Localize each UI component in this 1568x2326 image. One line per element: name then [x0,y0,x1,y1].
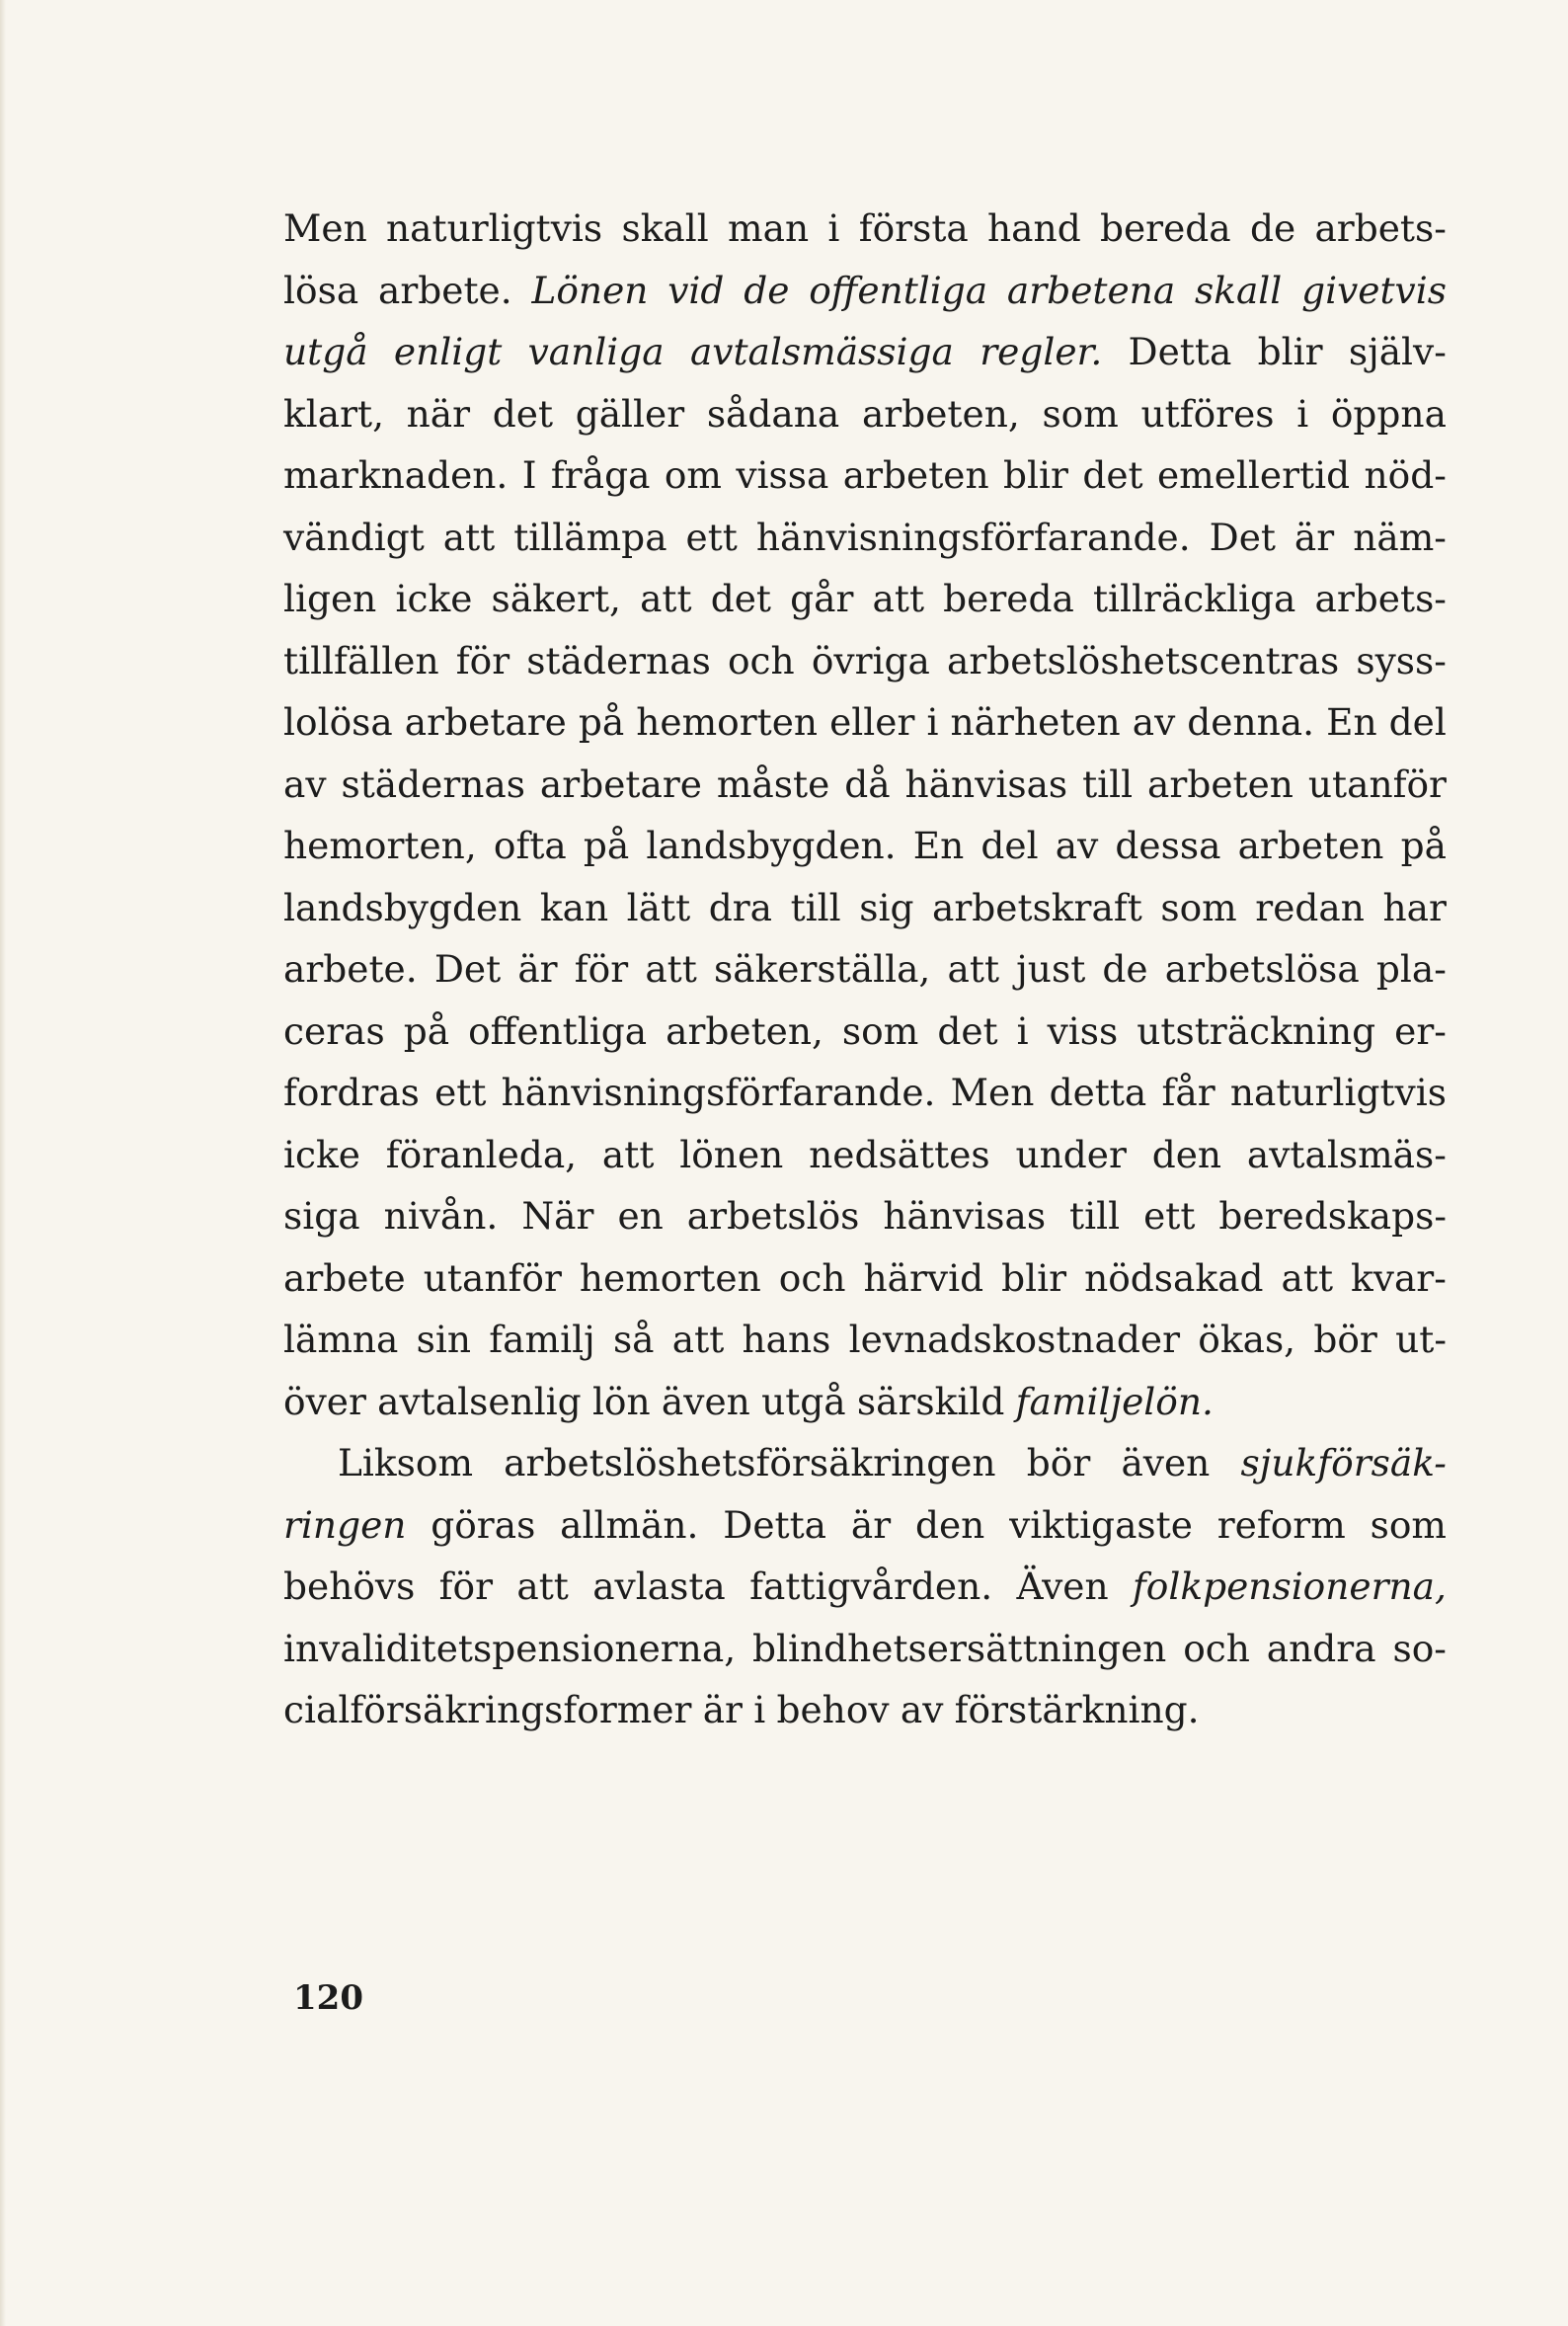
word: vissa [736,453,829,497]
word: hand [987,206,1081,250]
word: är [1294,515,1335,559]
word: blir [1001,1255,1067,1300]
word: man [728,206,810,250]
italic-word: enligt [393,330,503,373]
word: er- [1394,1008,1447,1053]
text-line [283,1185,1447,1247]
word: avtalsmäs- [1246,1132,1447,1176]
word: denna. [1187,700,1315,744]
word: under [1015,1132,1127,1176]
word: att [645,947,697,991]
text-line [283,1556,1447,1618]
text-line [283,877,1447,939]
text-line [283,444,1447,507]
word: icke [395,577,473,620]
word: utföres [1140,391,1275,436]
word: av [1132,700,1176,744]
word: kan [539,885,609,929]
word: behövs [283,1564,416,1608]
word: invaliditetspensionerna, [283,1626,737,1670]
word: andra [1266,1626,1376,1670]
word: fråga [550,453,651,497]
word: emellertid [1156,453,1351,497]
word: Men [950,1071,1035,1114]
word: En [1326,700,1377,744]
word: marknaden. [283,453,509,497]
word: fattigvården. [749,1564,993,1608]
word: utanför [423,1255,562,1300]
text-line [283,383,1447,445]
word: för [438,1564,494,1608]
text-line [283,754,1447,816]
word: arbets- [1314,577,1447,620]
word: En [912,824,965,867]
word: närheten [950,700,1121,744]
word: säkert, [491,577,621,620]
word: ceras [283,1008,385,1053]
italic-word: ringen [283,1502,407,1547]
word: hemorten, [283,824,477,867]
word: de [1249,206,1296,250]
word: arbete. [377,268,512,312]
word: I [521,453,537,497]
word: till [1069,1194,1121,1238]
word: måste [716,762,830,806]
text-line [283,321,1447,383]
italic-word: familjelön. [1015,1379,1214,1423]
word: på [583,824,630,867]
word: ökas, [1198,1318,1296,1361]
text-line [283,1494,1447,1557]
word: näm- [1353,515,1447,559]
word: arbetslöshetscentras [946,638,1340,682]
word: utsträckning [1137,1008,1376,1053]
word: sådana [706,391,840,436]
word: lönen [679,1132,784,1176]
word: det [1082,453,1143,497]
italic-word: regler. [980,330,1103,373]
word: syss- [1356,638,1447,682]
word: förstärkning. [954,1688,1200,1731]
word: landsbygden. [646,824,897,867]
text-line [283,691,1447,754]
word: avlasta [592,1564,726,1608]
word: utanför [1307,762,1447,806]
word: viss [1047,1008,1119,1053]
word: till [1082,762,1134,806]
word: går [790,577,854,620]
word: tillämpa [513,515,667,559]
word: säkerställa, [713,947,931,991]
word: har [1382,885,1447,929]
word: till [790,885,841,929]
word: själv- [1348,330,1447,373]
word: nivån. [383,1194,499,1238]
word: som [1160,885,1237,929]
page-edge-shadow [0,0,6,2326]
word: utgå [761,1379,846,1423]
text-line [283,938,1447,1001]
word: på [578,700,625,744]
text-line [283,260,1447,322]
word: arbets- [1314,206,1447,250]
word: att [947,947,1000,991]
word: viktigaste [1009,1502,1193,1547]
word: det [937,1008,998,1053]
word: i [753,1688,766,1731]
word: hänvisningsförfarande. [501,1071,936,1114]
word: särskild [856,1379,1005,1423]
word: den [914,1502,985,1547]
word: dessa [1115,824,1221,867]
text-line [283,1124,1447,1186]
word: arbete. [283,947,418,991]
word: naturligtvis [386,206,603,250]
word: nedsättes [809,1132,990,1176]
word: de [1102,947,1148,991]
word: När [521,1194,594,1238]
italic-word: givetvis [1301,268,1447,312]
word: får [1161,1071,1215,1114]
word: är [517,947,558,991]
word: allmän. [560,1502,699,1547]
word: arbetslös [686,1194,860,1238]
word: hemorten [579,1255,761,1300]
word: arbetslösa [1164,947,1360,991]
word: Detta [1128,330,1232,373]
word: att [1281,1255,1334,1300]
word: Men [283,206,367,250]
word: arbetare [539,762,702,806]
italic-word: vid [667,268,725,312]
word: då [844,762,891,806]
text-line [283,1309,1447,1371]
word: och [778,1255,846,1300]
italic-word: arbetena [1006,268,1176,312]
word: det [492,391,554,436]
text-line [283,198,1447,260]
word: ligen [283,577,377,620]
word: lösa [283,268,359,312]
text-line [283,1062,1447,1124]
word: på [403,1008,450,1053]
word: sig [859,885,914,929]
word: att [872,577,925,620]
word: levnadskostnader [848,1318,1181,1361]
word: blir [1003,453,1068,497]
word: som [1042,391,1119,436]
word: just [1016,947,1086,991]
word: tillräckliga [1092,577,1296,620]
word: Det [433,947,502,991]
word: Även [1016,1564,1109,1608]
italic-word: de [744,268,790,312]
word: blir [1257,330,1323,373]
word: arbeten [1237,824,1384,867]
word: för [574,947,629,991]
italic-word: vanliga [527,330,665,373]
word: klart, [283,391,384,436]
word: det [710,577,771,620]
word: arbeten, [861,391,1020,436]
word: hänvisningsförfarande. [755,515,1191,559]
word: är [850,1502,892,1547]
word: skall [621,206,709,250]
word: ett [1143,1194,1196,1238]
word: lätt [626,885,691,929]
word: pla- [1375,947,1447,991]
word: fordras [283,1071,420,1114]
italic-word: folkpensionerna, [1132,1564,1447,1608]
italic-word: offentliga [809,268,988,312]
text-line [283,1432,1447,1494]
word: bereda [1099,206,1231,250]
word: arbeten [1147,762,1294,806]
word: ut- [1395,1318,1447,1361]
word: Detta [723,1502,827,1547]
word: övriga [811,638,930,682]
body-text [283,198,1447,1741]
text-line [283,630,1447,692]
page-number: 120 [293,1978,363,2018]
word: i [1016,1008,1029,1053]
word: naturligtvis [1229,1071,1447,1114]
word: del [1388,700,1447,744]
word: avtalsenlig [377,1379,582,1423]
word: offentliga [468,1008,648,1053]
word: bereda [943,577,1074,620]
word: so- [1392,1626,1447,1670]
word: bör [1026,1441,1091,1484]
word: föranleda, [385,1132,578,1176]
word: en [617,1194,664,1238]
word: för [455,638,510,682]
word: av [283,762,327,806]
word: att [671,1318,725,1361]
word: så [612,1318,655,1361]
word: del [980,824,1039,867]
italic-word: utgå [283,330,368,373]
word: första [858,206,969,250]
word: dra [708,885,773,929]
word: lolösa [283,700,393,744]
word: behov [776,1688,890,1731]
word: i [926,700,939,744]
word: göras [431,1502,536,1547]
word: som [841,1008,919,1053]
text-line [283,1618,1447,1680]
word: tillfällen [283,638,439,682]
word: och [1183,1626,1250,1670]
word: blindhetsersättningen [752,1626,1167,1670]
word: arbetskraft [932,885,1142,929]
word: är [702,1688,743,1731]
word: att [516,1564,569,1608]
text-line [283,1679,1447,1741]
text-line [283,1247,1447,1310]
italic-word: Lönen [531,268,649,312]
word: att [640,577,692,620]
word: icke [283,1132,360,1176]
word: över [283,1379,366,1423]
word: gäller [575,391,685,436]
word: även [1121,1441,1211,1484]
word: hemorten [636,700,819,744]
word: att [442,515,496,559]
word: lön [591,1379,651,1423]
word: hänvisas [904,762,1068,806]
word: lämna [283,1318,399,1361]
word: arbetare [404,700,567,744]
word: även [661,1379,750,1423]
word: Det [1209,515,1276,559]
word: Liksom [338,1441,473,1484]
word: cialförsäkringsformer [283,1688,692,1731]
word: som [1370,1502,1447,1547]
word: av [900,1688,944,1731]
word: härvid [863,1255,984,1300]
word: arbete [283,1255,406,1300]
word: nödsakad [1084,1255,1264,1300]
word: städernas [341,762,526,806]
word: detta [1049,1071,1147,1114]
word: när [406,391,471,436]
text-line [283,815,1447,877]
word: ett [434,1071,487,1114]
word: den [1151,1132,1222,1176]
word: sin [416,1318,472,1361]
word: beredskaps- [1218,1194,1447,1238]
word: siga [283,1194,360,1238]
italic-word: avtalsmässiga [689,330,954,373]
word: arbeten, [666,1008,823,1053]
word: och [727,638,795,682]
word: nöd- [1364,453,1447,497]
word: ofta [493,824,567,867]
word: städernas [526,638,711,682]
word: öppna [1330,391,1447,436]
italic-word: skall [1194,268,1283,312]
word: ett [685,515,738,559]
word: redan [1255,885,1365,929]
word: landsbygden [283,885,522,929]
word: eller [829,700,915,744]
text-line [283,507,1447,569]
word: bör [1313,1318,1377,1361]
word: reform [1216,1502,1346,1547]
word: om [664,453,722,497]
word: kvar- [1351,1255,1447,1300]
word: hans [742,1318,831,1361]
text-line [283,1001,1447,1063]
word: familj [489,1318,595,1361]
word: arbeten [842,453,989,497]
word: på [1400,824,1447,867]
text-line [283,1371,1447,1433]
word: att [601,1132,655,1176]
text-line [283,568,1447,630]
word: av [1055,824,1099,867]
word: i [827,206,840,250]
word: vändigt [283,515,425,559]
word: i [1296,391,1309,436]
italic-word: sjukförsäk- [1240,1441,1447,1484]
word: arbetslöshetsförsäkringen [504,1441,996,1484]
word: hänvisas [883,1194,1047,1238]
